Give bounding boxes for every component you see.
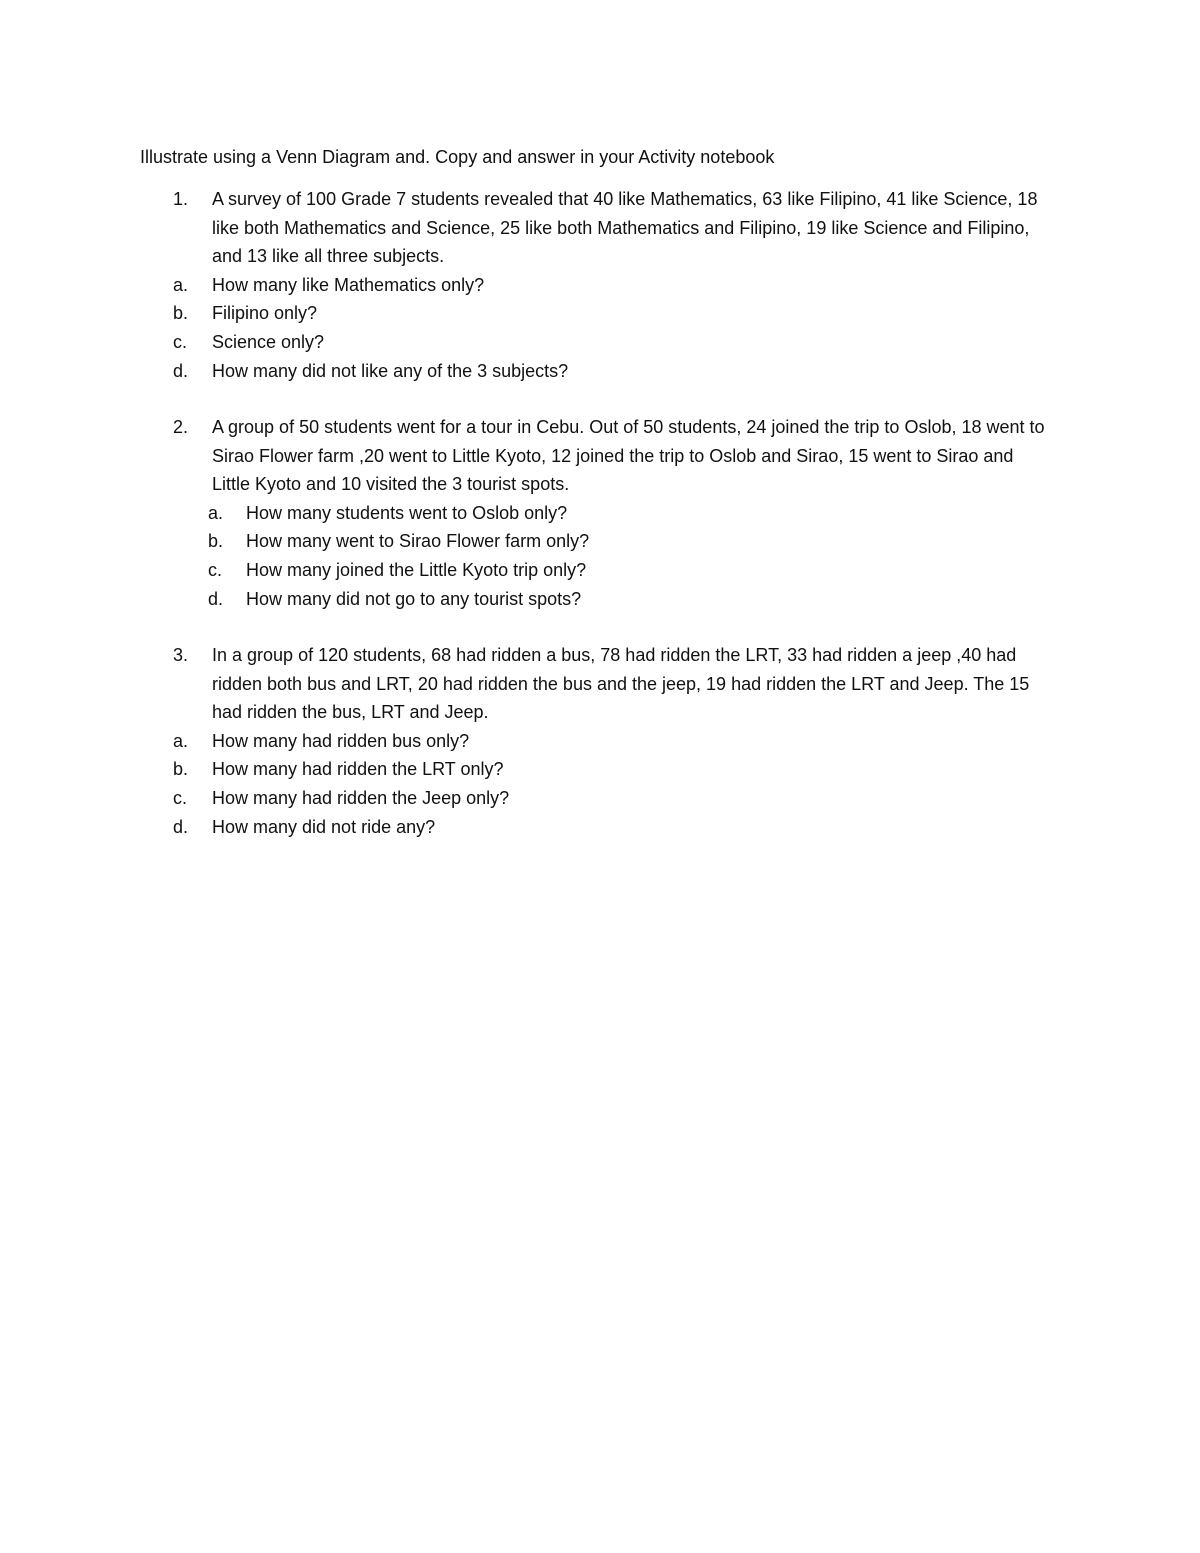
sub-question-text: How many did not like any of the 3 subjects? [212,360,569,381]
question-number: 2. [173,417,189,437]
question-text: A survey of 100 Grade 7 students revealed that 40 like Mathematics, 63 like Filipino, 41 like Science, 18 like both Mathematics and Science, 25 like both Mathematics and Filipino, 19 like Science and Filipino, and 13 like all three subjects. [212,189,1038,267]
sub-question [173,813,1053,842]
sub-question [173,328,1053,357]
sub-question-letter: c. [208,559,223,580]
sub-question-text: How many students went to Oslob only? [246,502,568,523]
question-1 [173,185,1053,385]
sub-question [173,585,1053,614]
sub-question [173,299,1053,328]
sub-question-letter: d. [173,360,189,381]
sub-question [173,755,1053,784]
sub-question-text: How many did not ride any? [212,816,436,837]
sub-question [173,527,1053,556]
sub-question-letter: c. [173,787,188,808]
sub-question-text: Filipino only? [212,303,318,324]
sub-question [173,556,1053,585]
sub-question [173,499,1053,528]
question-text: In a group of 120 students, 68 had ridden a bus, 78 had ridden the LRT, 33 had ridden a jeep ,40 had ridden both bus and LRT, 20 had ridden the bus and the jeep, 19 had ridden the LRT and Jeep. The 15 had ridden the bus, LRT and Jeep. [212,645,1030,723]
sub-question-letter: d. [208,588,224,609]
sub-question-letter: b. [173,759,189,780]
question-number: 1. [173,189,189,209]
instructions: Illustrate using a Venn Diagram and. Copy and answer in your Activity notebook [140,147,775,167]
sub-question-text: How many did not go to any tourist spots? [246,588,582,609]
question-3 [173,641,1053,841]
sub-question [173,271,1053,300]
sub-question-text: Science only? [212,331,325,352]
sub-question [173,357,1053,386]
sub-question-text: How many joined the Little Kyoto trip only? [246,559,587,580]
sub-question-letter: a. [173,730,189,751]
sub-question [173,784,1053,813]
sub-question-letter: a. [173,274,189,295]
sub-question-letter: c. [173,331,188,352]
sub-question-letter: d. [173,816,189,837]
sub-question-text: How many had ridden bus only? [212,730,470,751]
question-stem [173,641,1053,727]
question-number: 3. [173,645,189,665]
question-2 [173,413,1053,613]
sub-question [173,727,1053,756]
sub-question-text: How many went to Sirao Flower farm only? [246,531,590,552]
question-stem [173,413,1053,499]
sub-question-text: How many had ridden the LRT only? [212,759,504,780]
sub-question-text: How many like Mathematics only? [212,274,485,295]
sub-question-letter: a. [208,502,224,523]
question-stem [173,185,1053,271]
sub-question-text: How many had ridden the Jeep only? [212,787,510,808]
sub-question-letter: b. [208,531,224,552]
sub-question-letter: b. [173,303,189,324]
question-text: A group of 50 students went for a tour in Cebu. Out of 50 students, 24 joined the trip to Oslob, 18 went to Sirao Flower farm ,20 went to Little Kyoto, 12 joined the trip to Oslob and Sirao, 15 went to Sirao and Little Kyoto and 10 visited the 3 tourist spots. [212,417,1045,495]
